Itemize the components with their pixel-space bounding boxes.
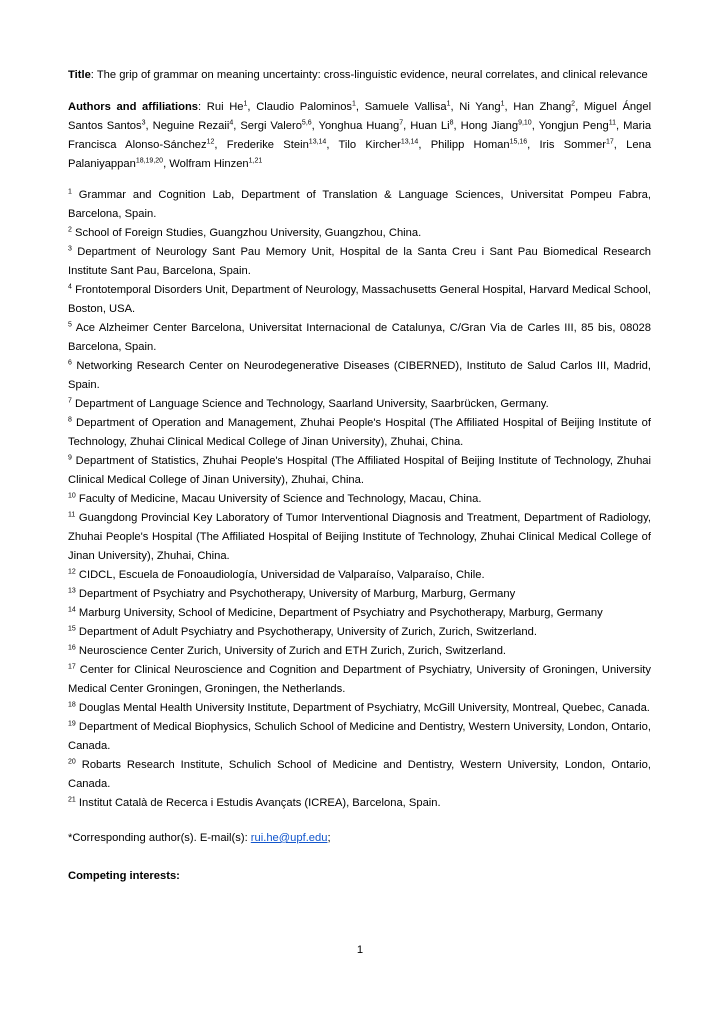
- author-name: Maria Francisca Alonso-Sánchez: [68, 120, 652, 151]
- author-affiliation-marker: 18,19,20: [135, 157, 164, 165]
- document-page: [68, 66, 651, 886]
- author-name: Claudio Palominos: [256, 101, 353, 113]
- affiliation-text: Department of Language Science and Technology, Saarland University, Saarbrücken, Germany.: [75, 398, 549, 410]
- affiliation-text: Institut Català de Recerca i Estudis Avançats (ICREA), Barcelona, Spain.: [78, 797, 441, 809]
- affiliation-text: Frontotemporal Disorders Unit, Department of Neurology, Massachusetts General Hospital, Harvard Medical School, Boston, USA.: [68, 284, 652, 315]
- author-name: Han Zhang: [513, 101, 572, 113]
- affiliation-item: [68, 604, 651, 623]
- author-name: Hong Jiang: [460, 120, 519, 132]
- author-affiliation-marker: 2: [571, 100, 576, 108]
- affiliation-item: [68, 452, 651, 490]
- affiliation-item: [68, 623, 651, 642]
- author-affiliation-marker: 1: [352, 100, 356, 108]
- affiliation-text: Department of Psychiatry and Psychotherapy, University of Marburg, Marburg, Germany: [78, 588, 516, 600]
- affiliation-text: Douglas Mental Health University Institute, Department of Psychiatry, McGill University, Montreal, Quebec, Canada.: [78, 702, 650, 714]
- author-name: Ni Yang: [459, 101, 501, 113]
- affiliation-text: Department of Medical Biophysics, Schulich School of Medicine and Dentistry, Western University, London, Ontario, Canada.: [68, 721, 651, 752]
- affiliation-number: 11: [68, 511, 76, 519]
- affiliation-item: [68, 642, 651, 661]
- affiliation-number: 2: [68, 226, 72, 234]
- author-affiliation-marker: 1,21: [248, 157, 263, 165]
- affiliation-item: [68, 661, 651, 699]
- affiliation-number: 20: [68, 758, 76, 766]
- affiliation-number: 10: [68, 492, 76, 500]
- affiliation-item: [68, 186, 651, 224]
- affiliation-number: 3: [68, 245, 72, 253]
- corresponding-author: [68, 829, 651, 848]
- author-affiliation-marker: 9,10: [518, 119, 532, 127]
- affiliation-item: [68, 243, 651, 281]
- affiliation-number: 4: [68, 283, 72, 291]
- author-name: Lena Palaniyappan: [68, 139, 652, 170]
- affiliation-text: Grammar and Cognition Lab, Department of Translation & Language Sciences, Universitat Pompeu Fabra, Barcelona, Spain.: [68, 189, 652, 220]
- affiliation-item: [68, 357, 651, 395]
- affiliation-item: [68, 509, 651, 566]
- affiliation-text: Guangdong Provincial Key Laboratory of Tumor Interventional Diagnosis and Treatment, Department of Radiology, Zhuhai People's Hospital (The Affiliated Hospital of Beijing Institute of Technology, Zhuhai Clinical Medical College of Jinan University), Zhuhai, China.: [68, 512, 651, 562]
- affiliation-text: School of Foreign Studies, Guangzhou University, Guangzhou, China.: [75, 227, 422, 239]
- author-affiliation-marker: 12: [206, 138, 215, 146]
- affiliation-number: 18: [68, 701, 76, 709]
- author-name: Philipp Homan: [430, 139, 510, 151]
- affiliation-text: Marburg University, School of Medicine, Department of Psychiatry and Psychotherapy, Marburg, Germany: [78, 607, 603, 619]
- author-name: Tilo Kircher: [338, 139, 401, 151]
- affiliation-item: [68, 395, 651, 414]
- affiliation-item: [68, 414, 651, 452]
- author-name: Yonghua Huang: [318, 120, 400, 132]
- author-affiliation-marker: 3: [141, 119, 146, 127]
- affiliation-number: 14: [68, 606, 76, 614]
- affiliation-text: Networking Research Center on Neurodegenerative Diseases (CIBERNED), Instituto de Salud Carlos III, Madrid, Spain.: [68, 360, 651, 391]
- author-name: Miguel Ángel Santos Santos: [68, 101, 652, 132]
- affiliations-list: [68, 186, 651, 813]
- affiliation-text: Ace Alzheimer Center Barcelona, Universitat Internacional de Catalunya, C/Gran Via de Carles III, 85 bis, 08028 Barcelona, Spain.: [68, 322, 651, 353]
- affiliation-text: CIDCL, Escuela de Fonoaudiología, Universidad de Valparaíso, Valparaíso, Chile.: [78, 569, 485, 581]
- competing-interests: [68, 867, 651, 886]
- affiliation-text: Department of Adult Psychiatry and Psychotherapy, University of Zurich, Zurich, Switzerland.: [78, 626, 537, 638]
- authors-label: Authors and affiliations: [68, 101, 199, 113]
- page-number: 1: [356, 944, 364, 956]
- author-name: Wolfram Hinzen: [169, 158, 249, 170]
- author-name: Yongjun Peng: [538, 120, 609, 132]
- author-affiliation-marker: 13,14: [400, 138, 419, 146]
- affiliation-text: Department of Operation and Management, Zhuhai People's Hospital (The Affiliated Hospital of Beijing Institute of Technology, Zhuhai Clinical Medical College of Jinan University), Zhuhai, China.: [68, 417, 652, 448]
- author-affiliation-marker: 17: [605, 138, 614, 146]
- title-paragraph: Title: The grip of grammar on meaning uncertainty: cross-linguistic evidence, neural correlates, and clinical relevance: [68, 69, 648, 81]
- affiliation-number: 6: [68, 359, 72, 367]
- author-affiliation-marker: 4: [229, 119, 234, 127]
- author-name: Samuele Vallisa: [364, 101, 447, 113]
- author-affiliation-marker: 11: [608, 119, 616, 127]
- affiliation-item: [68, 699, 651, 718]
- affiliation-number: 15: [68, 625, 76, 633]
- affiliation-item: [68, 794, 651, 813]
- competing-label: Competing interests:: [68, 870, 180, 882]
- author-affiliation-marker: 5,6: [301, 119, 312, 127]
- corresponding-prefix: *Corresponding author(s). E-mail(s):: [68, 832, 251, 844]
- affiliation-number: 13: [68, 587, 76, 595]
- author-name: Frederike Stein: [226, 139, 309, 151]
- paper-title: The grip of grammar on meaning uncertainty: cross-linguistic evidence, neural correlates, and clinical relevance: [96, 69, 648, 81]
- affiliation-number: 9: [68, 454, 72, 462]
- affiliation-item: [68, 585, 651, 604]
- author-affiliation-marker: 13,14: [308, 138, 327, 146]
- affiliation-number: 7: [68, 397, 72, 405]
- author-name: Neguine Rezaii: [152, 120, 230, 132]
- author-name: Iris Sommer: [539, 139, 606, 151]
- affiliation-number: 17: [68, 663, 76, 671]
- affiliation-item: [68, 566, 651, 585]
- author-name: Huan Li: [410, 120, 450, 132]
- affiliation-text: Center for Clinical Neuroscience and Cognition and Department of Psychiatry, University of Groningen, University Medical Center Groningen, Groningen, the Netherlands.: [68, 664, 652, 695]
- author-affiliation-marker: 1: [446, 100, 451, 108]
- affiliation-number: 16: [68, 644, 76, 652]
- affiliation-number: 19: [68, 720, 76, 728]
- corresponding-suffix: ;: [327, 832, 331, 844]
- email-link[interactable]: rui.he@upf.edu: [250, 832, 328, 844]
- affiliation-item: [68, 490, 651, 509]
- affiliation-number: 21: [68, 796, 76, 804]
- author-affiliation-marker: 15,16: [509, 138, 528, 146]
- author-name: Sergi Valero: [240, 120, 302, 132]
- author-affiliation-marker: 1: [500, 100, 505, 108]
- affiliation-number: 1: [68, 188, 72, 196]
- authors-paragraph: Authors and affiliations: Rui He$^1$, Claudio Palominos$^1$, Samuele Vallisa$^1$, Ni Yang$^1$, Han Zhang$^2$, Miguel Ángel Santos Santos$^3$, Neguine Rezaii$^4$, Sergi Valero$^{5,6}$, Yonghua Huang$^7$, Huan Li$^8$, Hong Jiang$^{9,10}$, Yongjun Peng$^{11}$, Maria Francisca Alonso-Sánchez$^{12}$, Frederike Stein$^{13,14}$, Tilo Kircher$^{13,14}$, Philipp Homan$^{15,16}$, Iris Sommer$^{17}$, Lena Palaniyappan$^{18,19,20}$, Wolfram Hinzen$^{1,21}$: [68, 100, 652, 170]
- affiliation-text: Faculty of Medicine, Macau University of Science and Technology, Macau, China.: [78, 493, 482, 505]
- author-affiliation-marker: 1: [243, 100, 248, 108]
- author-affiliation-marker: 7: [399, 119, 404, 127]
- author-name: Rui He: [206, 101, 244, 113]
- affiliation-text: Robarts Research Institute, Schulich School of Medicine and Dentistry, Western University, London, Ontario, Canada.: [68, 759, 652, 790]
- affiliation-text: Neuroscience Center Zurich, University of Zurich and ETH Zurich, Zurich, Switzerland.: [78, 645, 507, 657]
- affiliation-item: [68, 281, 651, 319]
- affiliation-text: Department of Neurology Sant Pau Memory Unit, Hospital de la Santa Creu i Sant Pau Biomedical Research Institute Sant Pau, Barcelona, Spain.: [68, 246, 652, 277]
- affiliation-number: 5: [68, 321, 72, 329]
- affiliation-item: [68, 718, 651, 756]
- affiliation-item: [68, 756, 651, 794]
- affiliation-number: 8: [68, 416, 72, 424]
- title-label: Title: [68, 69, 91, 81]
- affiliation-item: [68, 224, 651, 243]
- affiliation-number: 12: [68, 568, 76, 576]
- author-affiliation-marker: 8: [449, 119, 454, 127]
- affiliation-text: Department of Statistics, Zhuhai People's Hospital (The Affiliated Hospital of Beijing Institute of Technology, Zhuhai Clinical Medical College of Jinan University), Zhuhai, China.: [68, 455, 651, 486]
- affiliation-item: [68, 319, 651, 357]
